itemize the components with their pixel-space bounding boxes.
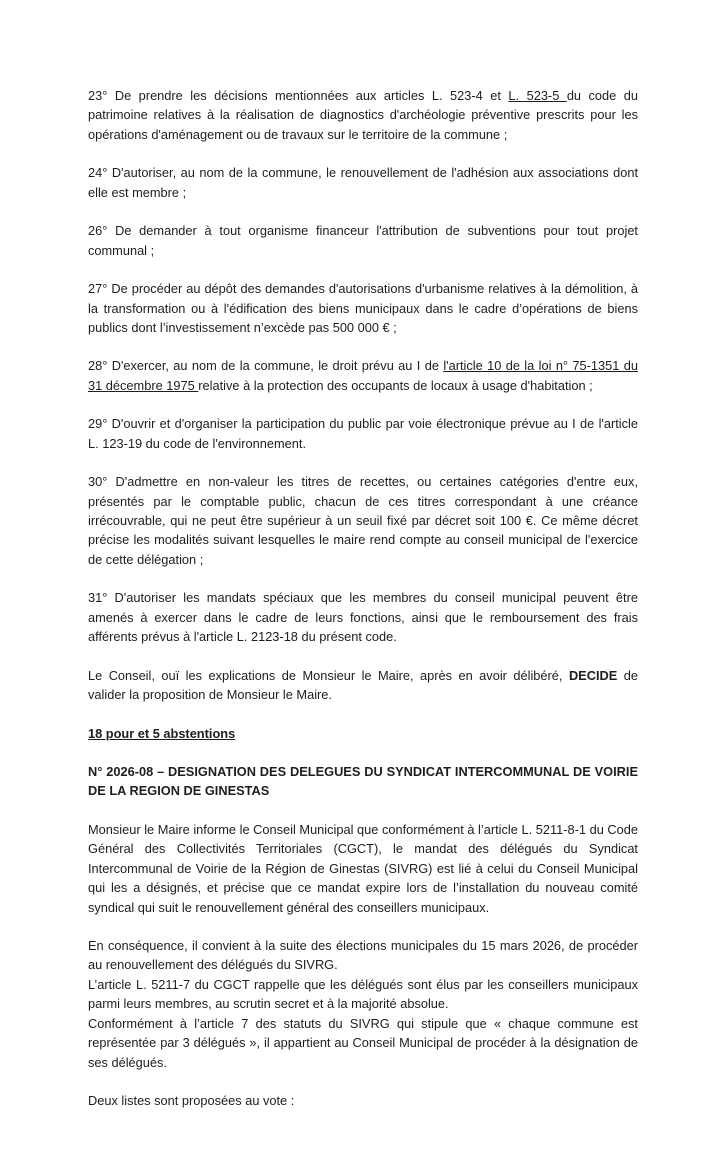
paragraph-28-text-cont: relative à la protection des occupants de locaux à usage d'habitation ; [198,377,593,393]
lists-proposed-paragraph: Deux listes sont proposées au vote : [88,1093,295,1109]
vote-result: 18 pour et 5 abstentions [88,725,236,741]
sivrg-detail-line-1: En conséquence, il convient à la suite des élections municipales du 15 mars 2026, de procéder au renouvellement des délégués du SIVRG. [88,938,638,973]
paragraph-31: 31° D'autoriser les mandats spéciaux que les membres du conseil municipal peuvent être amenés à exercer dans le cadre de leurs fonctions, ainsi que le remboursement des frais afférents prévus à l'article L. 2123-18 du présent code. [88,590,638,645]
decision-keyword: DECIDE [568,667,618,683]
paragraph-23 [88,86,638,144]
paragraph-23-text: 23° De prendre les décisions mentionnées aux articles L. 523-4 et [88,88,509,103]
deliberation-heading: N° 2026-08 – DESIGNATION DES DELEGUES DU SYNDICAT INTERCOMMUNAL DE VOIRIE DE LA REGION DE GINESTAS [88,763,638,799]
sivrg-details-block [88,936,638,1072]
sivrg-intro-paragraph: Monsieur le Maire informe le Conseil Municipal que conformément à l’article L. 5211-8-1 du Code Général des Collectivités Territoriales (CGCT), le mandat des délégués du Syndicat Intercommunal de Voirie de la Région de Ginestas (SIVRG) est lié à celui du Conseil Municipal qui les a désignés, et précise que ce mandat expire lors de l’installation du nouveau comité syndical qui suit le renouvellement général des conseillers municipaux. [88,821,638,915]
paragraph-24: 24° D'autoriser, au nom de la commune, le renouvellement de l'adhésion aux associations dont elle est membre ; [88,165,638,200]
decision-text: Le Conseil, ouï les explications de Monsieur le Maire, après en avoir délibéré, [88,667,569,683]
paragraph-29: 29° D'ouvrir et d'organiser la participation du public par voie électronique prévue au I de l'article L. 123-19 du code de l'environnement. [88,416,638,451]
paragraph-23-text-cont: du code du patrimoine relatives à la réalisation de diagnostics d'archéologie préventive prescrits pour les opérations d'aménagement ou de travaux sur le territoire de la commune ; [88,88,639,142]
decision-paragraph [88,666,638,705]
paragraph-28-text: 28° D'exercer, au nom de la commune, le droit prévu au I de [88,358,444,374]
paragraph-27: 27° De procéder au dépôt des demandes d'autorisations d'urbanisme relatives à la démolition, à la transformation ou à l'édification des biens municipaux dans le cadre d’opérations de biens publics dont l’investissement n’excède pas 500 000 € ; [88,281,638,335]
paragraph-30: 30° D'admettre en non-valeur les titres de recettes, ou certaines catégories d'entre eux, présentés par le comptable public, chacun de ces titres correspondant à une créance irrécouvrable, qui ne peut être supérieur à un seuil fixé par décret soit 100 €. Ce même décret précise les modalités suivant lesquelles le maire rend compte au conseil municipal de l'exercice de cette délégation ; [88,474,638,567]
paragraph-28 [88,356,638,395]
legal-reference-523-5: L. 523-5 [508,88,567,103]
paragraph-26: 26° De demander à tout organisme financeur l'attribution de subventions pour tout projet communal ; [88,223,638,258]
decision-text-cont: de valider la proposition de Monsieur le Maire. [88,667,638,703]
sivrg-detail-line-2: L’article L. 5211-7 du CGCT rappelle que les délégués sont élus par les conseillers municipaux parmi leurs membres, au scrutin secret et à la majorité absolue. [88,976,638,1012]
sivrg-detail-line-3: Conformément à l’article 7 des statuts du SIVRG qui stipule que « chaque commune est représentée par 3 délégués », il appartient au Conseil Municipal de procéder à la désignation de ses délégués. [88,1015,638,1070]
legal-reference-75-1351: l'article 10 de la loi n° 75-1351 du 31 décembre 1975 [88,358,638,393]
